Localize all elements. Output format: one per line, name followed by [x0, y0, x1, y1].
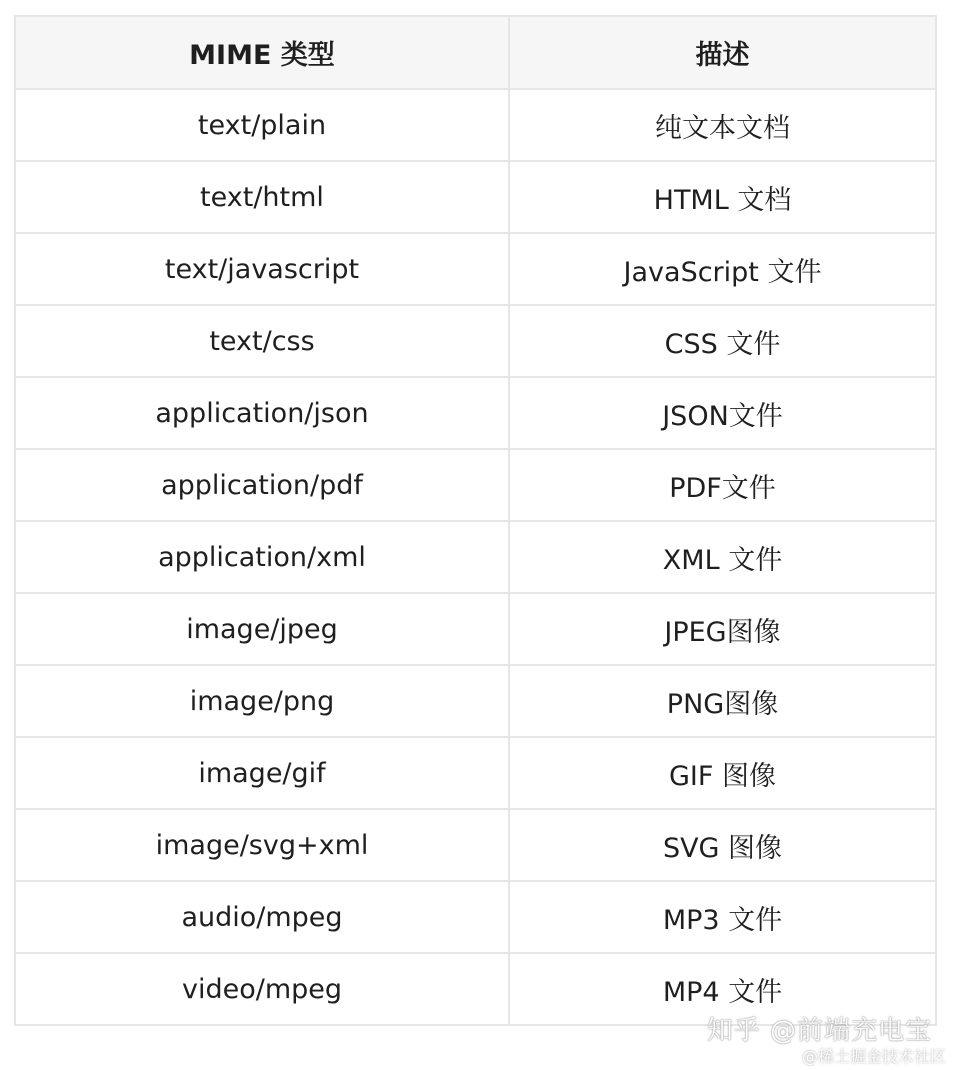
table-row	[15, 449, 936, 521]
table-row	[15, 809, 936, 881]
mime-type-cell: application/json	[15, 377, 509, 449]
description-cell: JSON文件	[509, 377, 936, 449]
table-row	[15, 881, 936, 953]
description-cell: SVG 图像	[509, 809, 936, 881]
mime-type-cell: image/gif	[15, 737, 509, 809]
mime-table-container	[14, 15, 935, 1026]
description-cell: GIF 图像	[509, 737, 936, 809]
watermark-juejin: @稀土掘金技术社区	[801, 1047, 946, 1066]
description-cell: JavaScript 文件	[509, 233, 936, 305]
description-cell: MP4 文件	[509, 953, 936, 1025]
table-row	[15, 161, 936, 233]
description-cell: 纯文本文档	[509, 89, 936, 161]
mime-type-cell: audio/mpeg	[15, 881, 509, 953]
mime-type-cell: video/mpeg	[15, 953, 509, 1025]
description-cell: MP3 文件	[509, 881, 936, 953]
description-cell: CSS 文件	[509, 305, 936, 377]
header-description: 描述	[509, 16, 936, 89]
mime-type-cell: text/css	[15, 305, 509, 377]
table-row	[15, 89, 936, 161]
mime-type-cell: text/plain	[15, 89, 509, 161]
mime-type-cell: image/svg+xml	[15, 809, 509, 881]
table-row	[15, 377, 936, 449]
table-row	[15, 305, 936, 377]
mime-type-cell: image/jpeg	[15, 593, 509, 665]
mime-types-table	[14, 15, 937, 1026]
table-row	[15, 737, 936, 809]
table-row	[15, 521, 936, 593]
mime-type-cell: application/xml	[15, 521, 509, 593]
description-cell: PDF文件	[509, 449, 936, 521]
description-cell: HTML 文档	[509, 161, 936, 233]
watermark-zhihu: 知乎 @前端充电宝	[706, 1016, 932, 1046]
description-cell: PNG图像	[509, 665, 936, 737]
description-cell: JPEG图像	[509, 593, 936, 665]
mime-type-cell: text/javascript	[15, 233, 509, 305]
table-header-row	[15, 16, 936, 89]
table-row	[15, 665, 936, 737]
header-mime-type: MIME 类型	[15, 16, 509, 89]
table-row	[15, 593, 936, 665]
description-cell: XML 文件	[509, 521, 936, 593]
mime-type-cell: text/html	[15, 161, 509, 233]
mime-type-cell: application/pdf	[15, 449, 509, 521]
table-row	[15, 233, 936, 305]
mime-type-cell: image/png	[15, 665, 509, 737]
